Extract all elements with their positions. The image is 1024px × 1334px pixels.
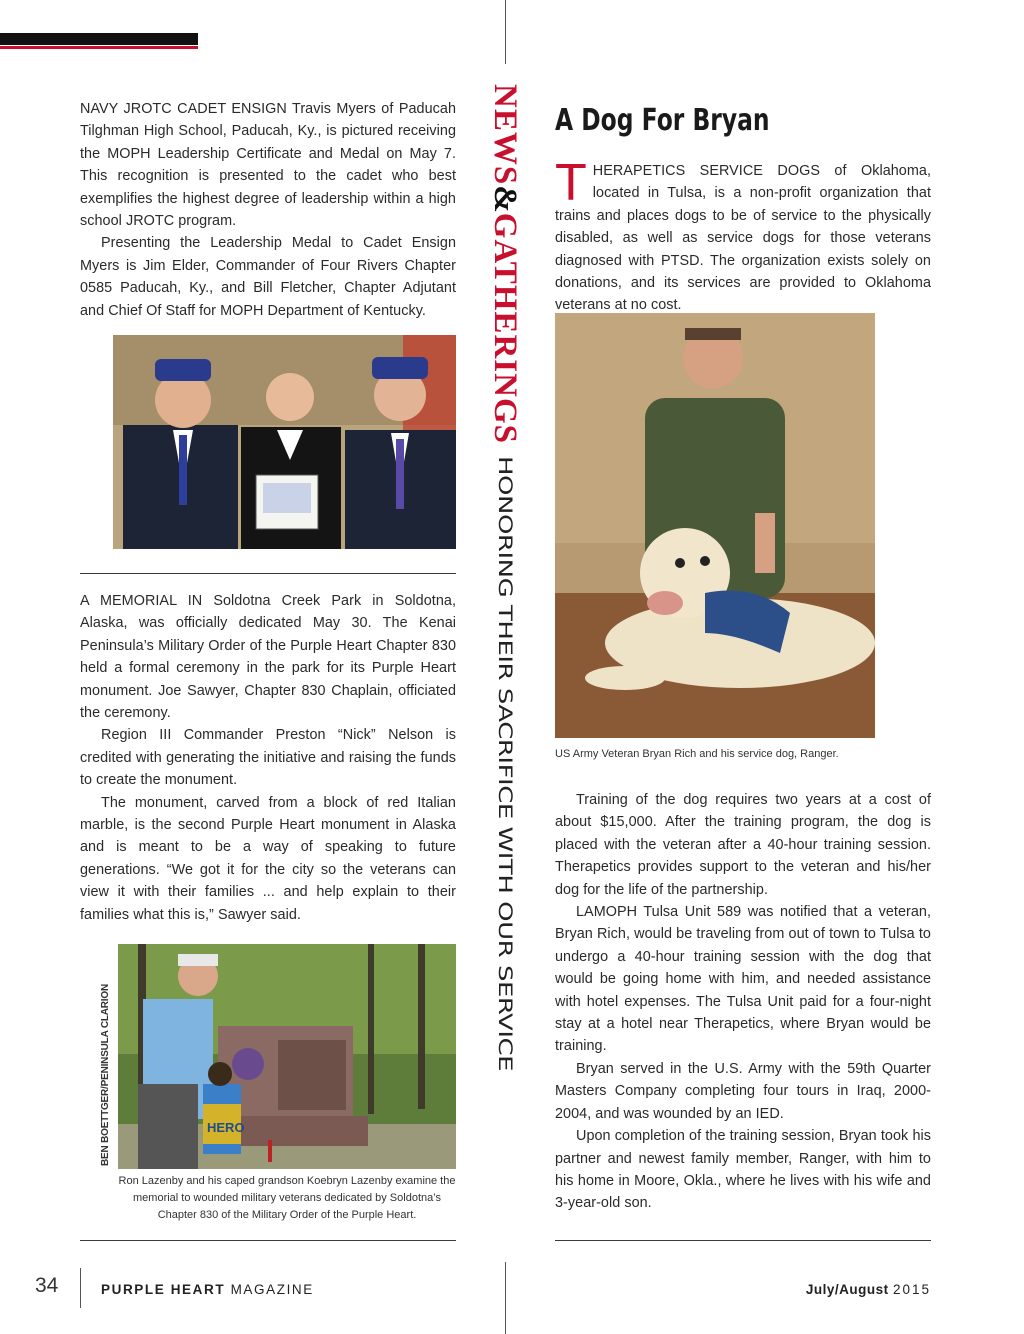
- center-rule-bottom: [505, 1262, 506, 1334]
- photo-veteran-dog: [555, 313, 875, 738]
- dog-caption: US Army Veteran Bryan Rich and his service dog, Ranger.: [555, 748, 839, 760]
- magazine-name-light: MAGAZINE: [225, 1282, 314, 1297]
- magazine-name-bold: PURPLE HEART: [101, 1282, 226, 1297]
- magazine-name: [101, 1282, 314, 1297]
- bottom-divider-left: [80, 1240, 456, 1241]
- issue-month: July/August: [805, 1282, 889, 1297]
- story-dog-para-2: LAMOPH Tulsa Unit 589 was notified that a veteran, Bryan Rich, would be traveling from out of town to Tulsa to undergo a 40-hour training session with the dog that would be going home with him, and needed assistance with hotel expenses. The Tulsa Unit paid for a four-night stay at a hotel near Therapetics, where Bryan would be training.: [555, 904, 931, 1055]
- section-divider-left: [80, 573, 456, 574]
- photo-credit: BEN BOETTGER/PENINSULA CLARION: [100, 984, 111, 1166]
- story-memorial-para-1: A MEMORIAL IN Soldotna Creek Park in Soldotna, Alaska, was officially dedicated May 30. The Kenai Peninsula’s Military Order of the Purple Heart Chapter 830 held a formal ceremony in the park for its Purple Heart monument. Joe Sawyer, Chapter 830 Chaplain, officiated the ceremony.: [80, 593, 456, 722]
- story-dog-body: [555, 789, 931, 1215]
- drop-cap: T: [555, 154, 587, 212]
- article-title: A Dog For Bryan: [555, 103, 770, 138]
- story-dog-para-1: Training of the dog requires two years at a cost of about $15,000. After the training program, the dog is placed with the veteran after a 40-hour training session. Therapetics provides support to the veteran and his/her dog for the life of the partnership.: [555, 792, 931, 898]
- story-dog-lead-text: HERAPETICS SERVICE DOGS of Oklahoma, located in Tulsa, is a non-profit organization that trains and places dogs to be of service to the physically disabled, as well as service dogs for those veterans diagnosed with PTSD. The organization exists solely on donations, and its services are provided to Oklahoma veterans at no cost.: [555, 163, 931, 314]
- cape-text: HERO: [207, 1120, 245, 1135]
- story-jrotc-para-1: NAVY JROTC CADET ENSIGN Travis Myers of Paducah Tilghman High School, Paducah, Ky., is pictured receiving the MOPH Leadership Certificate and Medal on May 7. This recognition is presented to the cadet who best exemplifies the highest degree of leadership within a high school JROTC program.: [80, 101, 456, 230]
- story-memorial-para-2: Region III Commander Preston “Nick” Nelson is credited with generating the initiative and raising the funds to create the monument.: [80, 727, 456, 789]
- photo-jrotc-presentation: [113, 335, 456, 549]
- story-dog-para-4: Upon completion of the training session, Bryan took his partner and newest family member, Ranger, with him to his home in Moore, Okla., where he lives with his wife and 3-year-old son.: [555, 1128, 931, 1212]
- photo-memorial: [118, 944, 456, 1169]
- issue-year: 2015: [892, 1282, 931, 1297]
- center-rule-top: [505, 0, 506, 64]
- story-memorial-para-3: The monument, carved from a block of red Italian marble, is the second Purple Heart monument in Alaska and is meant to be a way of speaking to future generations. “We got it for the city so the veterans can view it with their families ... and help explain to their families what this is,” Sawyer said.: [80, 794, 456, 923]
- issue-date: [806, 1282, 931, 1297]
- section-title-gatherings: GATHERINGS: [487, 212, 523, 444]
- story-jrotc: [80, 98, 456, 322]
- page-number: 34: [35, 1274, 59, 1297]
- story-dog-lead: [555, 154, 931, 317]
- section-title-news: NEWS: [487, 84, 523, 186]
- story-dog-para-3: Bryan served in the U.S. Army with the 59th Quarter Masters Company completing four tours in Iraq, 2000-2004, and was wounded by an IED.: [555, 1060, 931, 1122]
- story-jrotc-para-2: Presenting the Leadership Medal to Cadet Ensign Myers is Jim Elder, Commander of Four Rivers Chapter 0585 Paducah, Ky., and Bill Fletcher, Chapter Adjutant and Chief Of Staff for MOPH Department of Kentucky.: [80, 235, 456, 319]
- footer-separator: [80, 1268, 81, 1308]
- section-title-amp: &: [487, 185, 523, 213]
- header-bar-black: [0, 33, 198, 45]
- story-memorial: [80, 590, 456, 926]
- section-title-vertical: [489, 84, 521, 1071]
- header-bar-red: [0, 46, 198, 49]
- bottom-divider-right: [555, 1240, 931, 1241]
- memorial-caption: Ron Lazenby and his caped grandson Koebryn Lazenby examine the memorial to wounded military veterans dedicated by Soldotna’s Chapter 830 of the Military Order of the Purple Heart.: [118, 1175, 456, 1221]
- section-tagline: HONORING THEIR SACRIFICE WITH OUR SERVICE: [494, 455, 516, 1072]
